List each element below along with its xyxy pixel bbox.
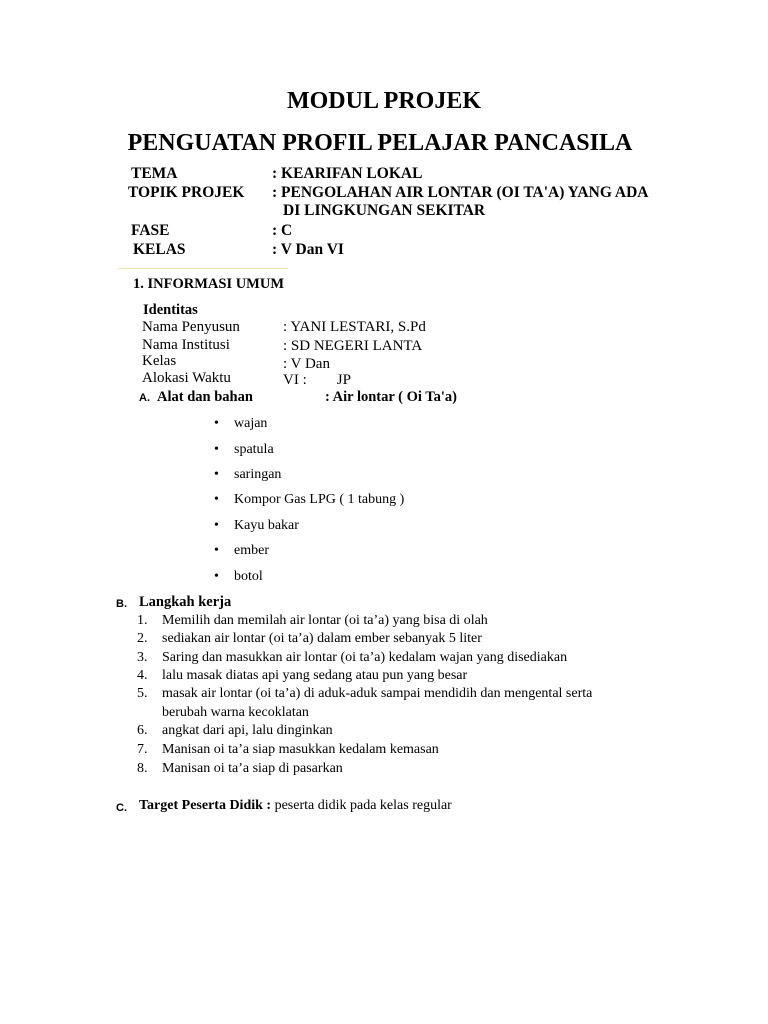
identitas-label-kelas: Kelas — [142, 353, 177, 369]
bullet-icon: • — [214, 467, 219, 482]
bullet-icon: • — [214, 543, 219, 558]
list-item: • Kompor Gas LPG ( 1 tabung ) — [214, 492, 405, 507]
identitas-heading: Identitas — [143, 302, 198, 318]
meta-label-tema: TEMA — [131, 165, 178, 182]
meta-value-fase: : C — [272, 222, 293, 239]
document-subtitle: PENGUATAN PROFIL PELAJAR PANCASILA — [127, 130, 633, 156]
meta-value-topik: : PENGOLAHAN AIR LONTAR (OI TA'A) YANG ADA — [272, 184, 649, 201]
bullet-icon: • — [214, 442, 219, 457]
section-marker-b: B. — [116, 598, 127, 610]
list-item: • saringan — [214, 467, 282, 482]
step-item: 2. sediakan air lontar (oi ta’a) dalam ember sebanyak 5 liter — [137, 631, 482, 646]
meta-value-kelas: : V Dan VI — [272, 241, 344, 258]
target-line — [139, 798, 452, 814]
list-item: • Kayu bakar — [214, 518, 299, 533]
divider-line — [118, 268, 288, 269]
identitas-value-penyusun: : YANI LESTARI, S.Pd — [283, 319, 426, 335]
list-item: • wajan — [214, 416, 268, 431]
step-item: 8. Manisan oi ta’a siap di pasarkan — [137, 761, 343, 776]
step-item: 7. Manisan oi ta’a siap masukkan kedalam kemasan — [137, 742, 439, 757]
bullet-icon: • — [214, 492, 219, 507]
meta-value-topik-cont: DI LINGKUNGAN SEKITAR — [283, 202, 486, 219]
step-item: 6. angkat dari api, lalu dinginkan — [137, 723, 333, 738]
alat-heading: Alat dan bahan — [157, 389, 253, 405]
identitas-label-institusi: Nama Institusi — [142, 337, 230, 353]
step-item: 1. Memilih dan memilah air lontar (oi ta’a) yang bisa di olah — [137, 613, 488, 628]
step-item: 4. lalu masak diatas api yang sedang atau pun yang besar — [137, 668, 468, 683]
target-heading: Target Peserta Didik : — [139, 798, 272, 813]
target-value: peserta didik pada kelas regular — [271, 798, 452, 813]
bullet-icon: • — [214, 518, 219, 533]
meta-label-fase: FASE — [131, 222, 170, 239]
step-item: 3. Saring dan masukkan air lontar (oi ta’a) kedalam wajan yang disediakan — [137, 650, 568, 665]
section-marker-c: C. — [116, 802, 127, 814]
meta-value-tema: : KEARIFAN LOKAL — [272, 165, 423, 182]
identitas-label-alokasi: Alokasi Waktu — [142, 370, 231, 386]
identitas-value-kelas: : V Dan — [283, 356, 330, 372]
step-item-continuation: berubah warna kecoklatan — [162, 705, 309, 720]
list-item: • spatula — [214, 442, 274, 457]
section-marker-a: A. — [139, 392, 150, 404]
bullet-icon: • — [214, 416, 219, 431]
meta-label-kelas: KELAS — [133, 241, 186, 258]
step-item: 5. masak air lontar (oi ta’a) di aduk-aduk sampai mendidih dan mengental serta — [137, 686, 593, 701]
bullet-icon: • — [214, 569, 219, 584]
identitas-value-institusi: : SD NEGERI LANTA — [283, 338, 423, 354]
alat-value: : Air lontar ( Oi Ta'a) — [325, 389, 457, 405]
document-title: MODUL PROJEK — [286, 88, 481, 114]
list-item: • ember — [214, 543, 269, 558]
identitas-value-alokasi: VI : JP — [283, 372, 351, 388]
meta-label-topik: TOPIK PROJEK — [128, 184, 245, 201]
identitas-label-penyusun: Nama Penyusun — [142, 319, 240, 335]
list-item: • botol — [214, 569, 263, 584]
langkah-heading: Langkah kerja — [139, 594, 232, 610]
section-heading-informasi-umum: 1. INFORMASI UMUM — [133, 276, 285, 292]
